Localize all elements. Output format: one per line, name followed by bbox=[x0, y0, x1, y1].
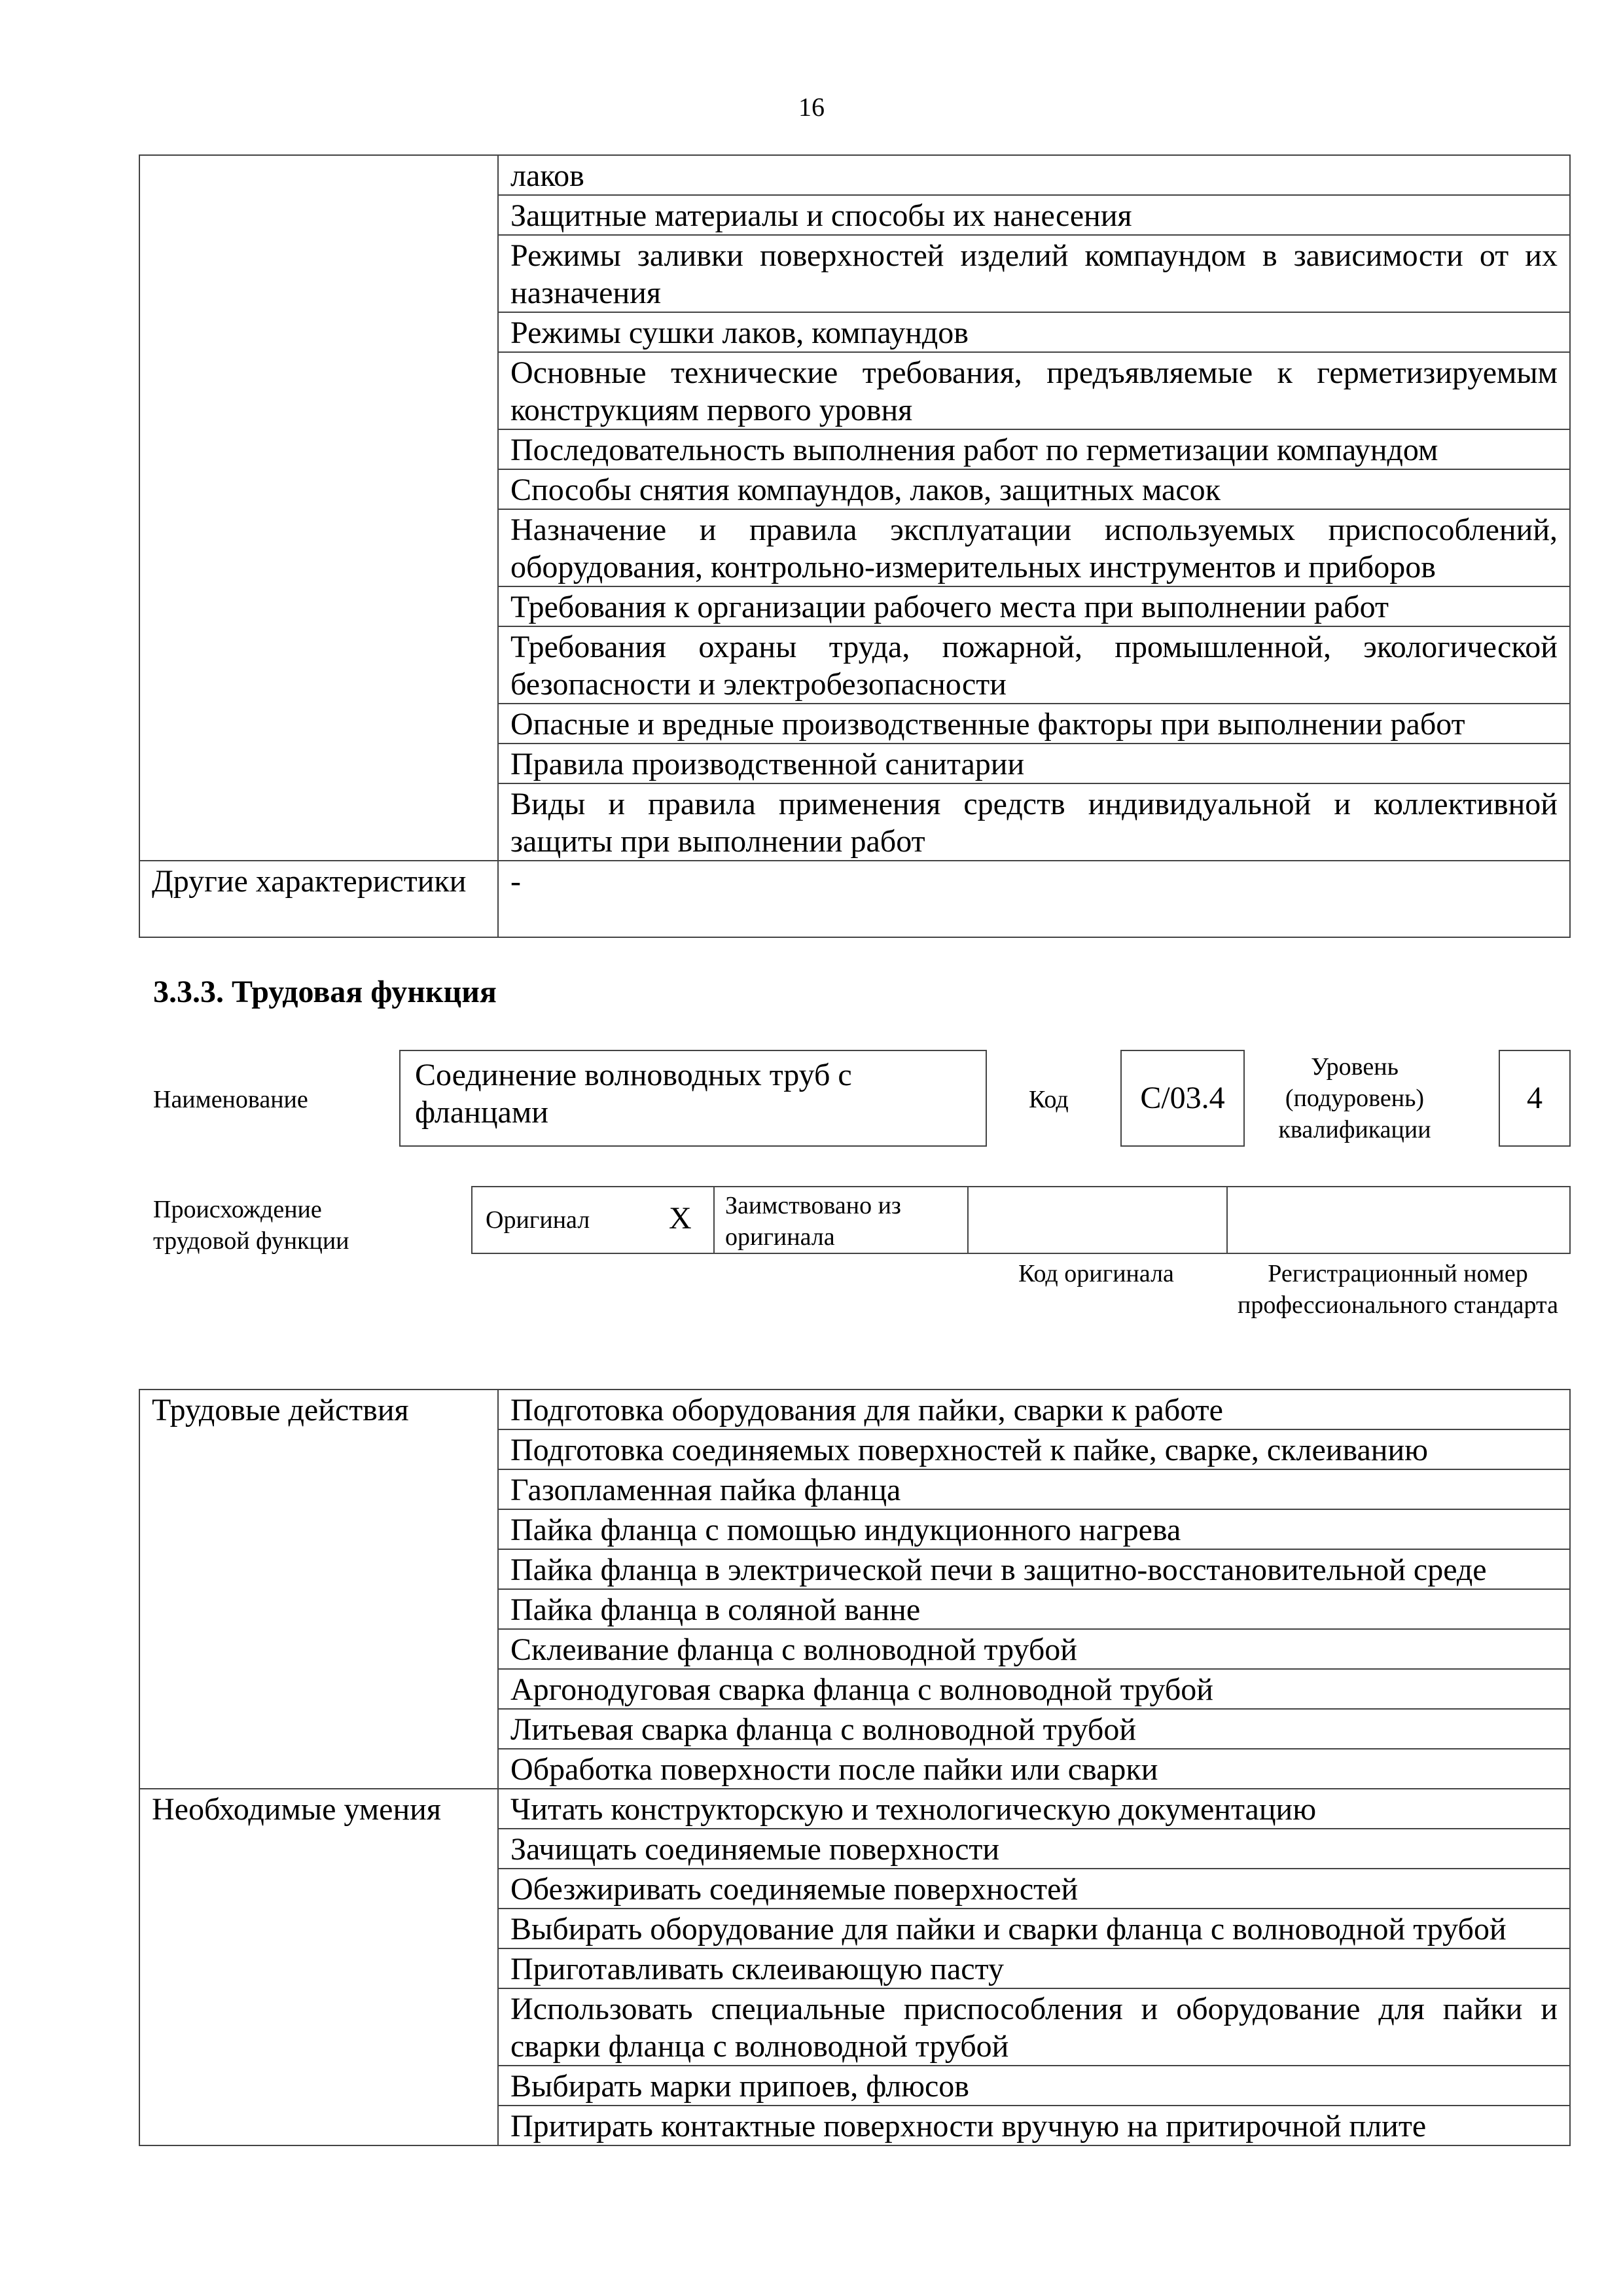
origin-label: Происхождение трудовой функции bbox=[153, 1196, 349, 1255]
page-number: 16 bbox=[798, 92, 825, 122]
name-value: Соединение волноводных труб с фланцами bbox=[415, 1058, 852, 1130]
action-item: Обработка поверхности после пайки или сварки bbox=[498, 1749, 1570, 1789]
skill-item: Использовать специальные приспособления и оборудование для пайки и сварки фланца с волноводной трубой bbox=[498, 1988, 1570, 2066]
knowledge-item: лаков bbox=[498, 155, 1570, 195]
action-item: Литьевая сварка фланца с волноводной трубой bbox=[498, 1709, 1570, 1749]
action-item: Склеивание фланца с волноводной трубой bbox=[498, 1629, 1570, 1669]
knowledge-item: Правила производственной санитарии bbox=[498, 744, 1570, 783]
skill-item: Приготавливать склеивающую пасту bbox=[498, 1948, 1570, 1988]
code-value-box bbox=[1120, 1050, 1245, 1147]
skill-item: Выбирать марки припоев, флюсов bbox=[498, 2066, 1570, 2106]
knowledge-item: Назначение и правила эксплуатации используемых приспособлений, оборудования, контрольно-измерительных инструментов и приборов bbox=[498, 509, 1570, 586]
origin-divider-1 bbox=[713, 1187, 715, 1253]
skill-item: Притирать контактные поверхности вручную на притирочной плите bbox=[498, 2106, 1570, 2145]
action-item: Пайка фланца в соляной ванне bbox=[498, 1589, 1570, 1629]
origin-divider-3 bbox=[1226, 1187, 1228, 1253]
action-item: Газопламенная пайка фланца bbox=[498, 1469, 1570, 1509]
action-item: Пайка фланца с помощью индукционного нагрева bbox=[498, 1509, 1570, 1549]
reg-number-caption: Регистрационный номер профессионального стандарта bbox=[1238, 1260, 1558, 1319]
skills-label: Необходимые умения bbox=[139, 1789, 498, 2145]
table-row bbox=[139, 1789, 1570, 1829]
knowledge-item: Режимы сушки лаков, компаундов bbox=[498, 312, 1570, 352]
name-label: Наименование bbox=[153, 1086, 308, 1113]
other-characteristics-value: - bbox=[498, 861, 1570, 937]
action-item: Аргонодуговая сварка фланца с волноводной трубой bbox=[498, 1669, 1570, 1709]
section-title: 3.3.3. Трудовая функция bbox=[153, 975, 497, 1009]
knowledge-item: Требования охраны труда, пожарной, промышленной, экологической безопасности и электробезопасности bbox=[498, 626, 1570, 704]
skill-item: Обезжиривать соединяемые поверхностей bbox=[498, 1869, 1570, 1909]
original-label: Оригинал bbox=[486, 1206, 590, 1234]
orig-code-caption: Код оригинала bbox=[1018, 1260, 1174, 1287]
original-mark: X bbox=[669, 1201, 692, 1236]
table-row bbox=[139, 155, 1570, 195]
skill-item: Выбирать оборудование для пайки и сварки фланца с волноводной трубой bbox=[498, 1909, 1570, 1948]
level-value-box bbox=[1499, 1050, 1571, 1147]
actions-label: Трудовые действия bbox=[139, 1390, 498, 1789]
knowledge-item: Опасные и вредные производственные факторы при выполнении работ bbox=[498, 704, 1570, 744]
code-label: Код bbox=[1029, 1086, 1069, 1113]
knowledge-item: Требования к организации рабочего места при выполнении работ bbox=[498, 586, 1570, 626]
knowledge-item: Способы снятия компаундов, лаков, защитных масок bbox=[498, 469, 1570, 509]
skill-item: Читать конструкторскую и технологическую документацию bbox=[498, 1789, 1570, 1829]
knowledge-item: Защитные материалы и способы их нанесения bbox=[498, 195, 1570, 235]
level-value: 4 bbox=[1527, 1081, 1543, 1115]
table-row bbox=[139, 1390, 1570, 1429]
action-item: Пайка фланца в электрической печи в защитно-восстановительной среде bbox=[498, 1549, 1570, 1589]
knowledge-label-cell bbox=[139, 155, 498, 861]
origin-row bbox=[471, 1186, 1571, 1254]
knowledge-item: Основные технические требования, предъявляемые к герметизируемым конструкциям первого уровня bbox=[498, 352, 1570, 429]
name-value-box bbox=[399, 1050, 987, 1147]
borrowed-label: Заимствовано из оригинала bbox=[725, 1192, 901, 1251]
work-function-table bbox=[139, 1389, 1571, 2146]
origin-code-cell bbox=[969, 1187, 1226, 1253]
knowledge-table bbox=[139, 154, 1571, 938]
knowledge-item: Режимы заливки поверхностей изделий компаундом в зависимости от их назначения bbox=[498, 235, 1570, 312]
level-label: Уровень (подуровень) квалификации bbox=[1278, 1053, 1431, 1143]
action-item: Подготовка соединяемых поверхностей к пайке, сварке, склеиванию bbox=[498, 1429, 1570, 1469]
other-characteristics-label: Другие характеристики bbox=[139, 861, 498, 937]
knowledge-item: Виды и правила применения средств индивидуальной и коллективной защиты при выполнении работ bbox=[498, 783, 1570, 861]
skill-item: Зачищать соединяемые поверхности bbox=[498, 1829, 1570, 1869]
table-row bbox=[139, 861, 1570, 937]
knowledge-item: Последовательность выполнения работ по герметизации компаундом bbox=[498, 429, 1570, 469]
code-value: C/03.4 bbox=[1140, 1081, 1225, 1115]
action-item: Подготовка оборудования для пайки, сварки к работе bbox=[498, 1390, 1570, 1429]
